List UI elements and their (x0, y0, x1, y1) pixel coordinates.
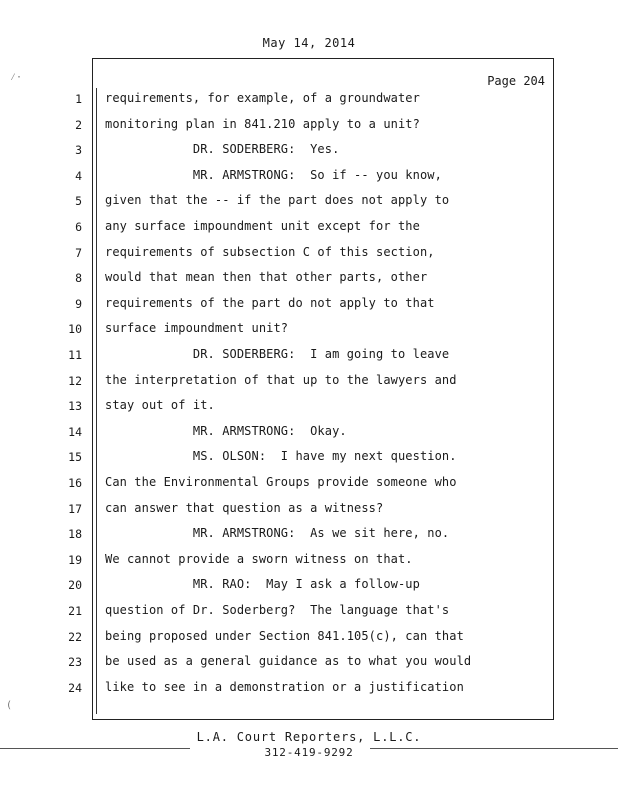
transcript-line (0, 344, 618, 370)
line-number: 11 (68, 348, 82, 362)
line-text: MR. ARMSTRONG: So if -- you know, (105, 167, 442, 182)
line-text: requirements of the part do not apply to that (105, 295, 435, 310)
line-number: 4 (75, 168, 82, 183)
line-number: 2 (75, 117, 82, 132)
line-number: 17 (68, 501, 82, 516)
line-text: would that mean then that other parts, other (105, 270, 428, 285)
line-number: 15 (68, 450, 82, 465)
transcript-line (0, 88, 618, 114)
transcript-line (0, 549, 618, 575)
transcript-line (0, 293, 618, 319)
line-text: We cannot provide a sworn witness on that. (105, 551, 413, 566)
line-text: requirements of subsection C of this section, (105, 244, 435, 259)
transcript-line (0, 190, 618, 216)
transcript-line (0, 523, 618, 549)
line-number: 5 (75, 194, 82, 209)
footer-phone: 312-419-9292 (264, 746, 354, 759)
transcript-line (0, 267, 618, 293)
line-number: 21 (68, 604, 82, 618)
transcript-line (0, 139, 618, 165)
transcript-line (0, 626, 618, 652)
transcript-line (0, 677, 618, 703)
line-number: 6 (75, 220, 82, 234)
scan-mark: ⁄· (10, 72, 23, 83)
line-number: 3 (75, 143, 82, 158)
line-number: 12 (68, 373, 82, 388)
line-number: 24 (68, 680, 82, 695)
line-number: 19 (68, 552, 82, 567)
transcript-line (0, 216, 618, 242)
line-number: 13 (68, 399, 82, 414)
line-number: 14 (68, 424, 82, 439)
transcript-line (0, 651, 618, 677)
line-text: question of Dr. Soderberg? The language that's (105, 603, 450, 617)
transcript-line (0, 318, 618, 344)
transcript-line (0, 574, 618, 600)
line-text: being proposed under Section 841.105(c), can that (105, 628, 464, 643)
transcript-date: May 14, 2014 (262, 36, 356, 50)
transcript-line (0, 242, 618, 268)
transcript-line (0, 600, 618, 626)
footer-company: L.A. Court Reporters, L.L.C. (196, 730, 422, 744)
line-text: the interpretation of that up to the lawyers and (105, 372, 457, 387)
line-text: requirements, for example, of a groundwater (105, 91, 420, 105)
transcript-line (0, 370, 618, 396)
transcript-line (0, 472, 618, 498)
line-text: MR. RAO: May I ask a follow-up (105, 577, 420, 592)
line-text: any surface impoundment unit except for the (105, 219, 420, 233)
line-number: 16 (68, 476, 82, 490)
line-text: monitoring plan in 841.210 apply to a unit? (105, 116, 420, 131)
line-text: can answer that question as a witness? (105, 500, 384, 515)
transcript-line (0, 498, 618, 524)
line-text: stay out of it. (105, 398, 215, 413)
page-number: Page 204 (487, 74, 545, 88)
transcript-line (0, 395, 618, 421)
line-text: MR. ARMSTRONG: As we sit here, no. (105, 526, 450, 541)
line-number: 23 (68, 655, 82, 670)
line-text: DR. SODERBERG: Yes. (105, 142, 340, 157)
line-number: 1 (75, 92, 82, 106)
line-text: Can the Environmental Groups provide someone who (105, 475, 457, 489)
line-number: 20 (68, 578, 82, 593)
line-number: 8 (75, 271, 82, 286)
transcript-line (0, 446, 618, 472)
line-number: 9 (75, 296, 82, 311)
line-number: 7 (75, 245, 82, 260)
line-text: like to see in a demonstration or a justification (105, 679, 464, 694)
line-number: 18 (68, 527, 82, 542)
transcript-line (0, 421, 618, 447)
line-text: given that the -- if the part does not apply to (105, 193, 450, 208)
transcript-line (0, 114, 618, 140)
transcript-line (0, 165, 618, 191)
scan-mark: ( (6, 700, 13, 711)
footer-rule-right (370, 748, 618, 749)
line-text: be used as a general guidance as to what you would (105, 654, 472, 669)
footer-rule-left (0, 748, 190, 749)
line-text: DR. SODERBERG: I am going to leave (105, 347, 450, 361)
line-text: MS. OLSON: I have my next question. (105, 449, 457, 464)
line-text: MR. ARMSTRONG: Okay. (105, 423, 347, 438)
line-text: surface impoundment unit? (105, 321, 289, 336)
line-number: 22 (68, 629, 82, 644)
line-number: 10 (68, 322, 82, 337)
